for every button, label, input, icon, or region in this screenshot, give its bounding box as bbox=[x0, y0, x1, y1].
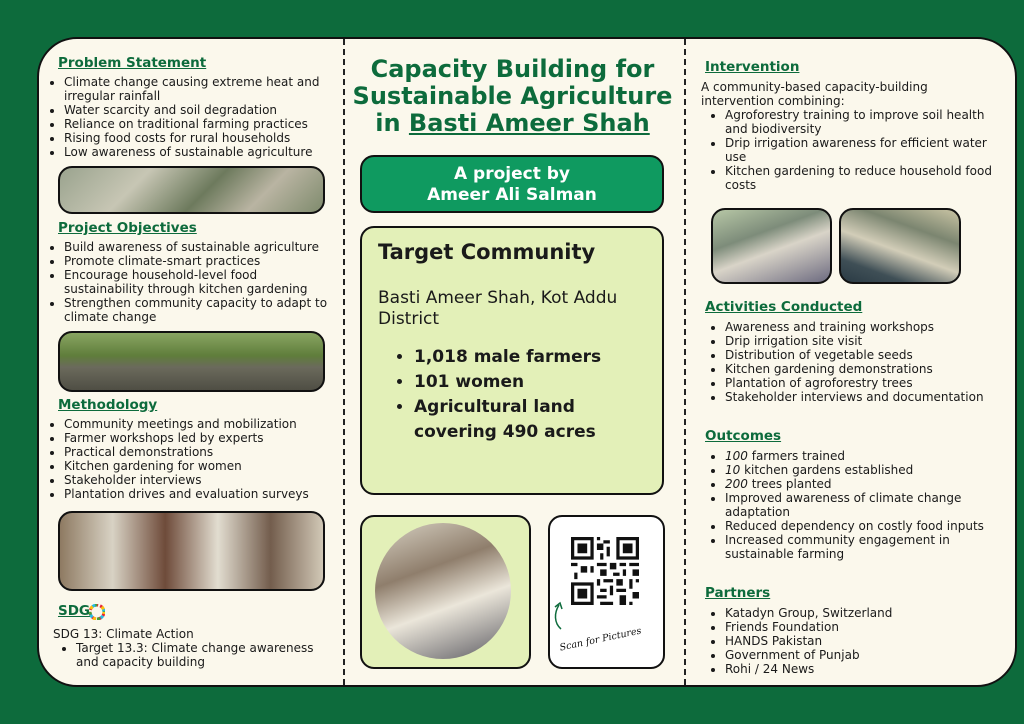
problem-item: • Low awareness of sustainable agriculture bbox=[64, 145, 330, 159]
sdg-heading: SDG bbox=[58, 603, 91, 619]
intervention-heading: Intervention bbox=[705, 59, 800, 75]
outcome-item: • Increased community engagement in sustainable farming bbox=[725, 533, 997, 561]
methodology-item: • Plantation drives and evaluation surveys bbox=[64, 487, 332, 501]
activity-item: • Distribution of vegetable seeds bbox=[725, 348, 997, 362]
outcomes-list bbox=[701, 449, 997, 561]
methodology-item: • Farmer workshops led by experts bbox=[64, 431, 332, 445]
sdg-line: SDG 13: Climate Action bbox=[53, 627, 194, 641]
methodology-item: • Community meetings and mobilization bbox=[64, 417, 332, 431]
objective-item: • Build awareness of sustainable agriculture bbox=[64, 240, 332, 254]
objective-item: • Encourage household-level food sustainability through kitchen gardening bbox=[64, 268, 332, 296]
title-line-2: Sustainable Agriculture bbox=[352, 82, 673, 110]
sdg-wheel-icon bbox=[89, 604, 105, 620]
activities-heading: Activities Conducted bbox=[705, 299, 863, 315]
qr-code-icon[interactable] bbox=[571, 537, 639, 605]
intervention-item: • Drip irrigation awareness for efficient water use bbox=[725, 136, 997, 164]
title-line-3: in Basti Ameer Shah bbox=[375, 109, 650, 137]
target-heading: Target Community bbox=[378, 240, 596, 264]
problem-heading: Problem Statement bbox=[58, 55, 207, 71]
outcome-item: • Reduced dependency on costly food inputs bbox=[725, 519, 997, 533]
activity-item: • Stakeholder interviews and documentation bbox=[725, 390, 997, 404]
intervention-item: • Agroforestry training to improve soil health and biodiversity bbox=[725, 108, 997, 136]
objectives-list bbox=[50, 240, 332, 324]
methodology-list bbox=[50, 417, 332, 501]
outcome-item: • 100 farmers trained bbox=[725, 449, 997, 463]
qr-caption: Scan for Pictures bbox=[558, 625, 643, 654]
outcome-item: • 200 trees planted bbox=[725, 477, 997, 491]
partner-item: • Friends Foundation bbox=[725, 620, 997, 634]
partners-list bbox=[701, 606, 997, 676]
aerial-village-photo bbox=[58, 166, 325, 214]
problem-list bbox=[50, 75, 330, 159]
methodology-item: • Stakeholder interviews bbox=[64, 473, 332, 487]
farmer-field-photo bbox=[58, 331, 325, 392]
elder-farmer-photo bbox=[375, 523, 511, 659]
methodology-item: • Practical demonstrations bbox=[64, 445, 332, 459]
arrow-up-icon bbox=[551, 601, 567, 631]
portrait-frame bbox=[360, 515, 531, 669]
workshop-photo bbox=[711, 208, 832, 284]
problem-item: • Reliance on traditional farming practices bbox=[64, 117, 330, 131]
activity-item: • Kitchen gardening demonstrations bbox=[725, 362, 997, 376]
problem-item: • Rising food costs for rural households bbox=[64, 131, 330, 145]
methodology-item: • Kitchen gardening for women bbox=[64, 459, 332, 473]
activities-list bbox=[701, 320, 997, 404]
community-meeting-photo bbox=[839, 208, 961, 284]
title-line-1: Capacity Building for bbox=[370, 55, 655, 83]
objectives-heading: Project Objectives bbox=[58, 220, 197, 236]
target-stat: • Agricultural land covering 490 acres bbox=[414, 395, 644, 445]
poster-title bbox=[343, 56, 682, 146]
problem-item: • Water scarcity and soil degradation bbox=[64, 103, 330, 117]
activity-item: • Drip irrigation site visit bbox=[725, 334, 997, 348]
sdg-target-list bbox=[52, 641, 334, 669]
sdg-target: • Target 13.3: Climate change awareness and capacity building bbox=[76, 641, 334, 669]
byline-line-1: A project by bbox=[453, 164, 571, 184]
column-divider-right bbox=[684, 39, 686, 685]
partner-item: • Government of Punjab bbox=[725, 648, 997, 662]
partners-heading: Partners bbox=[705, 585, 771, 601]
target-stat: • 101 women bbox=[414, 370, 644, 395]
problem-item: • Climate change causing extreme heat and irregular rainfall bbox=[64, 75, 330, 103]
intervention-intro: A community-based capacity-building intervention combining: bbox=[701, 80, 928, 108]
partner-item: • HANDS Pakistan bbox=[725, 634, 997, 648]
target-community-box bbox=[360, 226, 664, 495]
byline-box bbox=[360, 155, 664, 213]
intervention-item: • Kitchen gardening to reduce household food costs bbox=[725, 164, 997, 192]
target-location: Basti Ameer Shah, Kot Addu District bbox=[378, 288, 618, 329]
objective-item: • Strengthen community capacity to adapt to climate change bbox=[64, 296, 332, 324]
activity-item: • Awareness and training workshops bbox=[725, 320, 997, 334]
objective-item: • Promote climate-smart practices bbox=[64, 254, 332, 268]
outcome-item: • 10 kitchen gardens established bbox=[725, 463, 997, 477]
outcome-item: • Improved awareness of climate change adaptation bbox=[725, 491, 997, 519]
farmers-group-photo bbox=[58, 511, 325, 591]
partner-item: • Rohi / 24 News bbox=[725, 662, 997, 676]
title-place: Basti Ameer Shah bbox=[408, 109, 650, 137]
target-stats bbox=[392, 345, 644, 445]
intervention-list bbox=[701, 108, 997, 192]
byline-author: Ameer Ali Salman bbox=[427, 185, 597, 205]
activity-item: • Plantation of agroforestry trees bbox=[725, 376, 997, 390]
methodology-heading: Methodology bbox=[58, 397, 158, 413]
outcomes-heading: Outcomes bbox=[705, 428, 782, 444]
partner-item: • Katadyn Group, Switzerland bbox=[725, 606, 997, 620]
target-stat: • 1,018 male farmers bbox=[414, 345, 644, 370]
